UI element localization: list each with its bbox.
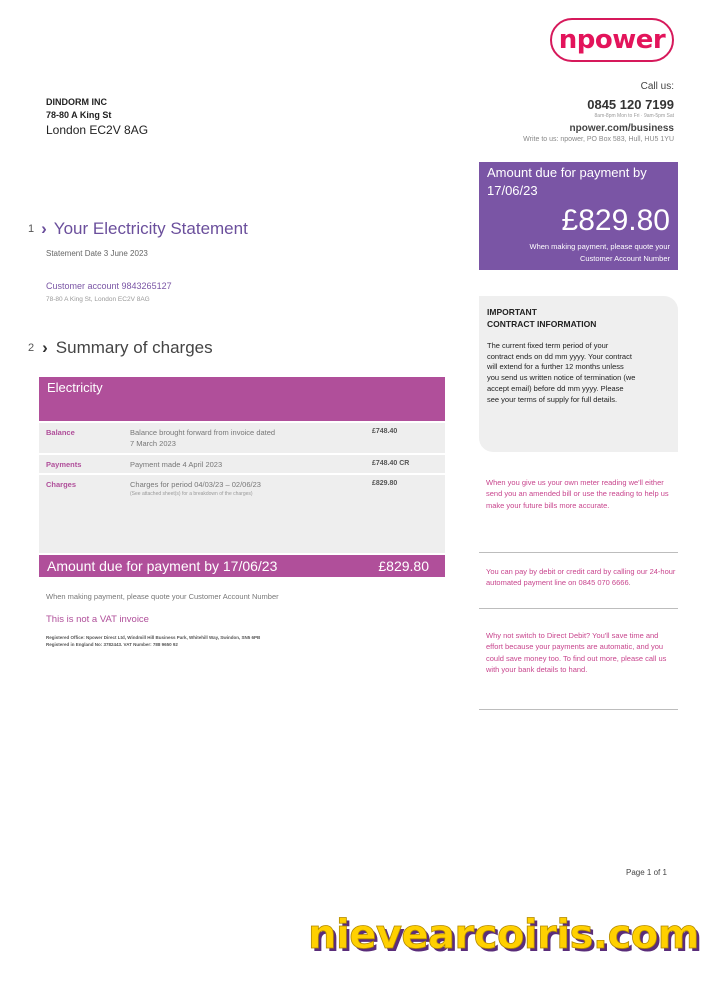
amount-due-label: Amount due for payment by 17/06/23 [487,165,647,199]
contract-info-heading: CONTRACT INFORMATION [487,319,597,330]
opening-hours: 8am-8pm Mon to Fri · 9am-5pm Sat [594,113,674,120]
statement-date: Statement Date 3 June 2023 [46,249,148,258]
section-number: 2 [28,342,35,354]
amount-note-line2: Customer Account Number [579,253,670,263]
customer-address-block [46,96,148,139]
street-line: 78-80 A King St [46,110,112,121]
amount-due-value: £829.80 [561,204,670,238]
registered-office [46,634,260,648]
divider [479,709,678,710]
amount-due-box [479,162,678,270]
amount-due-bar-label: Amount due for payment by 17/06/23 [47,558,278,574]
watermark: nievearcoiris.com [308,912,699,958]
registered-line1: Registered Office: Npower Direct Ltd, Windmill Hill Business Park, Whitehill Way, Swindon, SN5 6PB [46,635,261,640]
section-summary-of-charges [28,338,213,358]
meter-reading-message: When you give us your own meter reading we'll either send you an amended bill or use the reading to help us make your future bills more accurate. [486,478,669,510]
amount-note-line1: When making payment, please quote your [529,242,670,252]
section-title: Your Electricity Statement [53,219,248,238]
important-contract-box [479,296,678,452]
company-name: DINDORM INC [46,97,107,107]
row-label: Charges [46,480,77,489]
registered-line2: Registered in England No: 3782443. VAT Number: 788 9650 92 [46,642,178,648]
city-line: London EC2V 8AG [46,123,149,138]
website-link[interactable]: npower.com/business [569,122,674,134]
postal-address: Write to us: npower, PO Box 583, Hull, HU5 1YU [523,136,674,144]
section-number: 1 [28,223,35,235]
call-label: Call us: [640,81,674,92]
amount-due-bar-value: £829.80 [378,558,429,574]
row-description [130,480,360,498]
electricity-header: Electricity [39,377,445,421]
table-row [39,475,445,553]
amount-due-note [487,241,670,264]
table-row [39,423,445,453]
customer-account: Customer account 9843265127 [46,281,172,291]
card-payment-message: You can pay by debit or credit card by calling our 24-hour automated payment line on 0845 070 6666. [486,567,676,588]
section-title: Summary of charges [55,338,213,357]
contact-block [523,80,674,145]
divider [479,552,678,553]
page-number: Page 1 of 1 [626,868,667,877]
row-value: £829.80 [372,480,398,487]
row-description [130,460,360,471]
row-description [130,428,360,450]
row-label: Balance [46,428,75,437]
divider [479,608,678,609]
row-value: £748.40 CR [372,460,410,467]
chevron-right-icon: › [42,338,48,357]
vat-note: This is not a VAT invoice [46,614,149,625]
contract-info-body: The current fixed term period of your contract ends on dd mm yyyy. Your contract will extend for a further 12 months unless you send us written notice of termination (we accept email) before dd mm yyyy. Please see your terms of supply for full details. [487,340,636,404]
direct-debit-message: Why not switch to Direct Debit? You'll save time and effort because your payments are automatic, and you could save money too. To find out more, please call us with your bank details to hand. [486,631,667,674]
row-desc-line2: (See attached sheet(s) for a breakdown of the charges) [130,490,253,497]
row-desc-line1: Payment made 4 April 2023 [130,460,223,469]
row-label: Payments [46,460,82,469]
npower-logo: npower [550,18,674,62]
table-row [39,455,445,473]
supply-address: 78-80 A King St, London EC2V 8AG [46,296,150,303]
row-desc-line1: Charges for period 04/03/23 – 02/06/23 [130,480,261,489]
section-electricity-statement [28,219,248,239]
row-desc-line2: 7 March 2023 [130,438,176,448]
amount-due-bar [39,555,445,577]
row-desc-line1: Balance brought forward from invoice dated [130,428,276,437]
row-value: £748.40 [372,428,398,435]
important-heading: IMPORTANT [487,307,537,317]
phone-number[interactable]: 0845 120 7199 [587,96,674,112]
chevron-right-icon: › [41,219,47,238]
quote-account-note: When making payment, please quote your Customer Account Number [46,592,279,601]
